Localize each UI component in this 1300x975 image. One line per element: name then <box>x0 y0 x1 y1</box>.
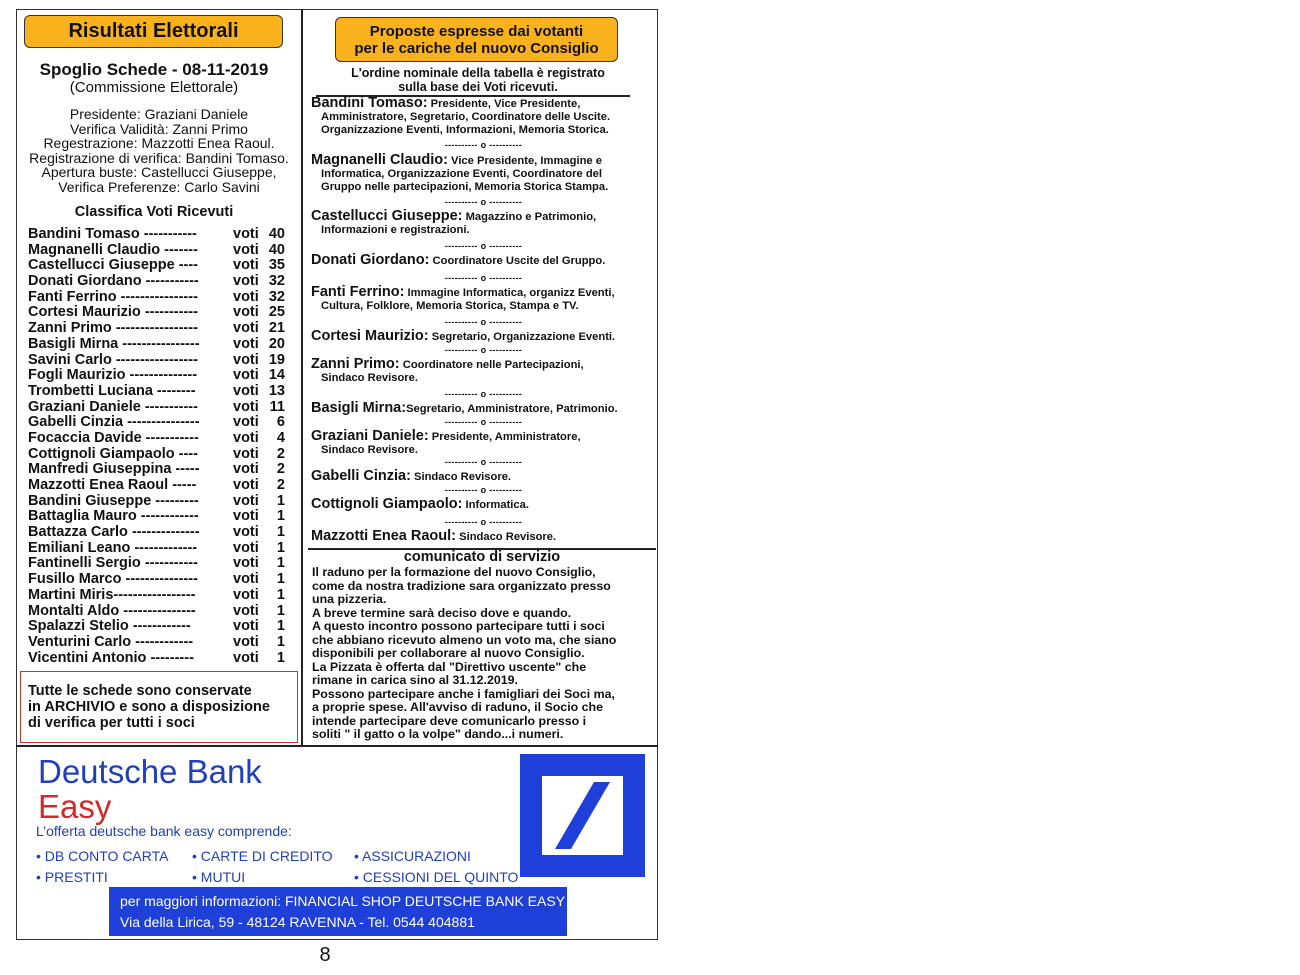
vote-label: voti <box>233 649 259 666</box>
proposal-entry <box>311 530 656 544</box>
proposal-roles-cont: Cultura, Folklore, Memoria Storica, Stampa e TV. <box>321 299 579 312</box>
vote-name: Vicentini Antonio --------- <box>28 649 194 666</box>
vote-label: voti <box>233 618 259 635</box>
vote-name: Manfredi Giuseppina ----- <box>28 461 200 478</box>
vote-row <box>28 290 293 306</box>
vote-name: Basigli Mirna ---------------- <box>28 335 200 352</box>
vote-name: Cottignoli Giampaolo ---- <box>28 445 198 462</box>
proposal-entry <box>311 330 656 344</box>
proposal-roles: Informatica. <box>462 499 529 511</box>
proposal-roles: Immagine Informatica, organizz Eventi, <box>404 287 615 299</box>
commissione-subtitle: (Commissione Elettorale) <box>69 79 239 96</box>
vote-label: voti <box>233 335 259 352</box>
vote-count: 1 <box>276 508 285 525</box>
proposal-entry <box>311 498 656 512</box>
vote-name: Fantinelli Sergio ----------- <box>28 555 198 572</box>
comunicato-line: disponibili per collaborare al nuovo Consiglio. <box>312 646 585 660</box>
db-brand-sub: Easy <box>38 788 112 825</box>
vote-row <box>28 243 293 259</box>
archivio-line: in ARCHIVIO e sono a disposizione <box>28 699 270 715</box>
proposal-roles-cont: Informazioni e registrazioni. <box>321 223 470 236</box>
vote-row <box>28 227 293 243</box>
vote-label: voti <box>233 398 259 415</box>
vote-count: 1 <box>276 492 285 509</box>
comunicato-line: A breve termine sarà deciso dove e quando. <box>312 605 572 620</box>
comunicato-heading: comunicato di servizio <box>403 549 561 565</box>
separator: ---------- o ---------- <box>444 457 523 467</box>
vote-row <box>28 478 293 494</box>
vote-row <box>28 431 293 447</box>
proposal-entry <box>311 210 656 237</box>
vote-count: 1 <box>276 555 285 572</box>
vote-row <box>28 258 293 274</box>
vote-count: 4 <box>276 429 285 446</box>
comunicato-line: a proprie spese. All'avviso di raduno, il Socio che <box>312 700 603 714</box>
db-item: • CESSIONI DEL QUINTO <box>354 869 519 885</box>
vote-row <box>28 525 293 541</box>
vote-label: voti <box>233 508 259 525</box>
proposal-name: Gabelli Cinzia: <box>311 468 411 484</box>
proposal-entry <box>311 430 656 457</box>
vote-label: voti <box>233 602 259 619</box>
proposal-name: Castellucci Giuseppe: <box>311 208 463 224</box>
vote-count: 1 <box>276 539 285 556</box>
vote-label: voti <box>233 226 259 242</box>
vote-name: Mazzotti Enea Raoul ----- <box>28 477 197 493</box>
vote-row <box>28 635 293 651</box>
proposal-roles-cont: Informatica, Organizzazione Eventi, Coordinatore del <box>321 167 602 180</box>
vote-name: Gabelli Cinzia --------------- <box>28 414 200 431</box>
comunicato-line: come da nostra tradizione sara organizzato presso <box>312 578 611 593</box>
vote-name: Donati Giordano ----------- <box>28 273 199 290</box>
proposal-roles: Sindaco Revisore. <box>456 531 557 543</box>
vote-label: voti <box>233 273 259 290</box>
vote-label: voti <box>233 633 259 650</box>
page-number: 8 <box>319 944 331 966</box>
vote-name: Emiliani Leano ------------- <box>28 539 198 556</box>
vote-name: Fogli Maurizio -------------- <box>28 367 198 384</box>
vote-label: voti <box>233 351 259 368</box>
vote-label: voti <box>233 257 259 274</box>
vote-label: voti <box>233 477 259 493</box>
vote-row <box>28 384 293 400</box>
proposal-name: Magnanelli Claudio: <box>311 152 448 168</box>
comunicato-line: intende partecipare deve comunicarlo presso i <box>312 713 587 728</box>
separator: ---------- o ---------- <box>444 317 523 327</box>
vote-name: Battaglia Mauro ------------ <box>28 508 199 525</box>
vote-name: Bandini Giuseppe --------- <box>28 492 199 509</box>
vote-row <box>28 305 293 321</box>
proposal-roles-cont: Organizzazione Eventi, Informazioni, Memoria Storica. <box>321 123 609 136</box>
vote-count: 35 <box>268 257 285 274</box>
vote-label: voti <box>233 492 259 509</box>
vote-count: 1 <box>276 586 285 603</box>
comunicato-line: rimane in carica sino al 31.12.2019. <box>312 673 518 687</box>
comunicato-line: A questo incontro possono partecipare tutti i soci <box>312 619 605 633</box>
db-item: • DB CONTO CARTA <box>36 848 169 864</box>
comunicato-text <box>312 566 657 742</box>
vote-label: voti <box>233 586 259 603</box>
vote-label: voti <box>233 571 259 588</box>
vote-label: voti <box>233 288 259 305</box>
proposal-entry <box>311 254 656 268</box>
vote-count: 14 <box>268 367 285 384</box>
vote-row <box>28 541 293 557</box>
vote-row <box>28 337 293 353</box>
vote-count: 1 <box>276 618 285 635</box>
vote-row <box>28 651 293 667</box>
vote-name: Fanti Ferrino ---------------- <box>28 288 198 305</box>
comunicato-line: Possono partecipare anche i famigliari dei Soci ma, <box>312 686 615 701</box>
staff-line: Registrazione di verifica: Bandini Tomaso. <box>29 149 289 166</box>
vote-count: 40 <box>268 241 285 258</box>
comunicato-line: una pizzeria. <box>312 592 387 606</box>
proposal-entry <box>311 470 656 484</box>
vote-row <box>28 368 293 384</box>
db-offer: L’offerta deutsche bank easy comprende: <box>36 823 292 839</box>
vote-name: Trombetti Luciana -------- <box>28 382 196 399</box>
vote-label: voti <box>233 429 259 446</box>
proposal-name: Donati Giordano: <box>311 252 430 268</box>
proposal-name: Mazzotti Enea Raoul: <box>311 528 457 544</box>
vote-label: voti <box>233 382 259 399</box>
ordine-line: sulla base dei Voti ricevuti. <box>398 80 558 94</box>
vote-row <box>28 556 293 572</box>
vote-label: voti <box>233 445 259 462</box>
proposal-name: Graziani Daniele: <box>311 428 429 444</box>
vote-count: 20 <box>268 335 285 352</box>
separator: ---------- o ---------- <box>444 517 523 527</box>
vote-name: Martini Miris----------------- <box>28 586 196 603</box>
vote-row <box>28 509 293 525</box>
db-info-box <box>109 887 567 936</box>
vote-count: 13 <box>268 382 285 399</box>
vote-name: Fusillo Marco --------------- <box>28 571 198 588</box>
db-info-line: Via della Lirica, 59 - 48124 RAVENNA - Tel. 0544 404881 <box>120 914 475 930</box>
vote-name: Zanni Primo ----------------- <box>28 320 198 337</box>
comunicato-line: La Pizzata è offerta dal "Direttivo uscente" che <box>312 659 587 674</box>
vote-count: 1 <box>276 571 285 588</box>
column-divider <box>301 9 303 746</box>
vote-row <box>28 447 293 463</box>
proposal-roles-cont: Gruppo nelle partecipazioni, Memoria Storica Stampa. <box>321 180 609 193</box>
vote-name: Montalti Aldo --------------- <box>28 602 196 619</box>
vote-label: voti <box>233 461 259 478</box>
vote-count: 2 <box>276 477 285 493</box>
db-brand: Deutsche Bank <box>38 753 262 790</box>
vote-count: 32 <box>268 273 285 290</box>
db-item: • ASSICURAZIONI <box>354 848 471 864</box>
vote-name: Cortesi Maurizio ----------- <box>28 304 198 321</box>
proposal-roles: Presidente, Amministratore, <box>428 431 581 443</box>
db-item: • CARTE DI CREDITO <box>192 848 333 864</box>
vote-count: 40 <box>268 226 285 242</box>
vote-row <box>28 415 293 431</box>
proposal-roles: Presidente, Vice Presidente, <box>427 98 581 110</box>
db-info-line: per maggiori informazioni: FINANCIAL SHOP DEUTSCHE BANK EASY <box>120 893 566 909</box>
proposal-roles-cont: Sindaco Revisore. <box>321 371 418 384</box>
vote-row <box>28 353 293 369</box>
vote-name: Castellucci Giuseppe ---- <box>28 257 199 274</box>
comunicato-line: Il raduno per la formazione del nuovo Consiglio, <box>312 565 596 579</box>
ad-divider <box>16 745 658 747</box>
vote-label: voti <box>233 539 259 556</box>
proposal-entry <box>311 154 656 193</box>
proposal-roles: Vice Presidente, Immagine e <box>447 155 602 167</box>
vote-count: 11 <box>269 398 285 415</box>
staff-line: Presidente: Graziani Daniele <box>69 106 249 122</box>
proposal-roles-cont: Amministratore, Segretario, Coordinatore delle Uscite. <box>321 110 611 123</box>
vote-name: Spalazzi Stelio ------------ <box>28 618 191 635</box>
vote-label: voti <box>233 320 259 337</box>
staff-line: Regestrazione: Mazzotti Enea Raoul. <box>43 135 275 152</box>
archivio-notice <box>20 671 298 743</box>
vote-row <box>28 462 293 478</box>
proposal-roles-cont: Sindaco Revisore. <box>321 443 418 456</box>
staff-list <box>18 107 300 195</box>
vote-row <box>28 619 293 635</box>
proposal-entry <box>311 358 656 385</box>
comunicato-line: soliti " il gatto o la volpe" dando...i numeri. <box>312 727 564 741</box>
vote-count: 2 <box>276 461 285 478</box>
vote-row <box>28 494 293 510</box>
vote-name: Graziani Daniele ----------- <box>28 398 198 415</box>
proposal-roles: Magazzino e Patrimonio, <box>462 211 597 223</box>
proposals-title-line: per le cariche del nuovo Consiglio <box>354 40 599 57</box>
classifica-heading: Classifica Voti Ricevuti <box>74 204 234 220</box>
vote-label: voti <box>233 367 259 384</box>
proposal-roles: Sindaco Revisore. <box>410 471 512 483</box>
vote-count: 6 <box>276 414 285 431</box>
vote-row <box>28 572 293 588</box>
proposals-title <box>335 17 618 62</box>
ordine-line: L'ordine nominale della tabella è registrato <box>351 66 605 80</box>
proposal-name: Bandini Tomaso: <box>311 95 428 111</box>
separator: ---------- o ---------- <box>444 389 523 399</box>
separator: ---------- o ---------- <box>444 345 523 355</box>
archivio-line: di verifica per tutti i soci <box>28 715 195 731</box>
proposal-entry <box>311 286 656 313</box>
vote-count: 1 <box>276 524 285 541</box>
vote-row <box>28 400 293 416</box>
proposal-entry <box>311 402 656 416</box>
proposal-roles: Coordinatore Uscite del Gruppo. <box>429 255 606 267</box>
separator: ---------- o ---------- <box>444 485 523 495</box>
proposal-name: Fanti Ferrino: <box>311 284 405 300</box>
vote-name: Savini Carlo ----------------- <box>28 351 198 368</box>
proposal-name: Basigli Mirna: <box>311 400 407 416</box>
comunicato-line: che abbiano ricevuto almeno un voto ma, che siano <box>312 632 617 647</box>
vote-count: 1 <box>276 633 285 650</box>
staff-line: Apertura buste: Castellucci Giuseppe, <box>41 164 277 181</box>
separator: ---------- o ---------- <box>444 417 523 427</box>
deutsche-bank-logo-icon <box>520 754 645 877</box>
vote-count: 32 <box>268 288 285 305</box>
vote-row <box>28 588 293 604</box>
separator: ---------- o ---------- <box>444 241 523 251</box>
vote-name: Magnanelli Claudio ------- <box>28 241 198 258</box>
proposal-roles: Segretario, Amministratore, Patrimonio. <box>406 403 618 415</box>
vote-name: Venturini Carlo ------------ <box>28 633 194 650</box>
db-item: • PRESTITI <box>36 869 108 885</box>
spoglio-heading: Spoglio Schede - 08-11-2019 <box>39 60 269 79</box>
proposal-name: Zanni Primo: <box>311 356 400 372</box>
vote-label: voti <box>233 414 259 431</box>
vote-label: voti <box>233 241 259 258</box>
proposal-entry <box>311 97 656 136</box>
vote-name: Bandini Tomaso ----------- <box>28 226 197 242</box>
archivio-line: Tutte le schede sono conservate <box>28 683 252 699</box>
proposals-title-line: Proposte espresse dai votanti <box>369 23 584 40</box>
separator: ---------- o ---------- <box>444 273 523 283</box>
staff-line: Verifica Validità: Zanni Primo <box>70 120 248 137</box>
vote-row <box>28 604 293 620</box>
vote-row <box>28 321 293 337</box>
vote-count: 21 <box>268 320 285 337</box>
vote-label: voti <box>233 524 259 541</box>
proposal-name: Cottignoli Giampaolo: <box>311 496 463 512</box>
vote-name: Focaccia Davide ----------- <box>28 429 199 446</box>
results-title: Risultati Elettorali <box>24 15 283 48</box>
vote-count: 1 <box>276 649 285 666</box>
proposal-name: Cortesi Maurizio: <box>311 328 429 344</box>
vote-count: 1 <box>276 602 285 619</box>
vote-label: voti <box>233 304 259 321</box>
vote-row <box>28 274 293 290</box>
vote-name: Battazza Carlo -------------- <box>28 524 200 541</box>
proposal-roles: Segretario, Organizzazione Eventi. <box>428 331 616 343</box>
vote-count: 19 <box>268 351 285 368</box>
votes-table <box>28 227 293 666</box>
vote-count: 25 <box>268 304 285 321</box>
db-item: • MUTUI <box>192 869 246 885</box>
separator: ---------- o ---------- <box>444 197 523 207</box>
ordine-note <box>318 66 638 94</box>
separator: ---------- o ---------- <box>444 140 523 150</box>
proposal-roles: Coordinatore nelle Partecipazioni, <box>399 359 584 371</box>
staff-line: Verifica Preferenze: Carlo Savini <box>58 178 260 195</box>
vote-count: 2 <box>276 445 285 462</box>
vote-label: voti <box>233 555 259 572</box>
